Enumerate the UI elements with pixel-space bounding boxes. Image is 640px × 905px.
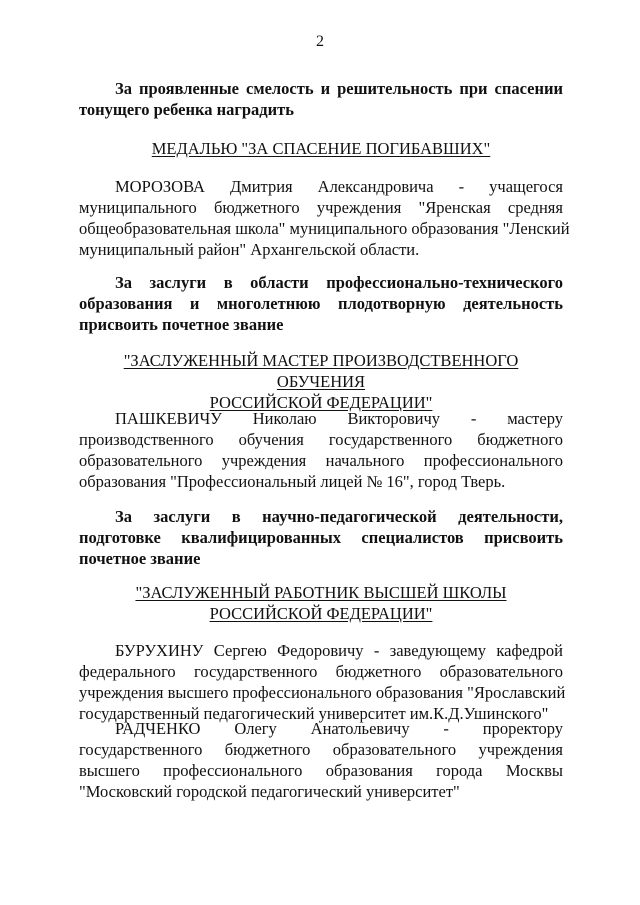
intro-line: подготовке квалифицированных специалистов присвоить bbox=[79, 528, 563, 547]
recipient-line: государственный педагогический университет им.К.Д.Ушинского" bbox=[79, 704, 549, 723]
recipient-line: государственного бюджетного образовательного учреждения bbox=[79, 740, 563, 759]
recipient-line: федерального государственного бюджетного образовательного bbox=[79, 662, 563, 681]
recipient-line: образования "Профессиональный лицей № 16", город Тверь. bbox=[79, 472, 506, 491]
award-title-line: РОССИЙСКОЙ ФЕДЕРАЦИИ" bbox=[209, 393, 433, 412]
recipient-line: муниципальный район" Архангельской области. bbox=[79, 240, 420, 259]
award-title-line: МЕДАЛЬЮ "ЗА СПАСЕНИЕ ПОГИБАВШИХ" bbox=[151, 139, 491, 158]
recipient-line: ПАШКЕВИЧУ Николаю Викторовичу - мастеру bbox=[115, 409, 563, 428]
recipient-line: РАДЧЕНКО Олегу Анатольевичу - проректору bbox=[115, 719, 563, 738]
recipient-line: МОРОЗОВА Дмитрия Александровича - учащегося bbox=[115, 177, 563, 196]
recipient-line: образовательного учреждения начального профессионального bbox=[79, 451, 563, 470]
recipient-line: "Московский городской педагогический университет" bbox=[79, 782, 460, 801]
section-3-recipient-2 bbox=[79, 718, 563, 802]
recipient-line: учреждения высшего профессионального образования "Ярославский bbox=[79, 683, 566, 702]
page-number: 2 bbox=[316, 33, 324, 50]
recipient-line: БУРУХИНУ Сергею Федоровичу - заведующему кафедрой bbox=[115, 641, 563, 660]
recipient-line: производственного обучения государственного бюджетного bbox=[79, 430, 563, 449]
intro-line: присвоить почетное звание bbox=[79, 315, 284, 334]
section-1-intro bbox=[79, 78, 563, 120]
section-3-intro bbox=[79, 506, 563, 569]
section-3-recipient-1 bbox=[79, 640, 566, 724]
intro-line: тонущего ребенка наградить bbox=[79, 100, 294, 119]
section-2-recipient-1 bbox=[79, 408, 563, 492]
section-1-award-title bbox=[79, 138, 563, 159]
intro-line: За проявленные смелость и решительность при спасении bbox=[115, 79, 563, 98]
section-2-award-title bbox=[79, 350, 563, 413]
intro-line: За заслуги в области профессионально-технического bbox=[115, 273, 563, 292]
section-2-intro bbox=[79, 272, 563, 335]
section-1-recipient-1 bbox=[79, 176, 570, 260]
section-3-award-title bbox=[79, 582, 563, 624]
recipient-line: муниципального бюджетного учреждения "Яренская средняя bbox=[79, 198, 563, 217]
award-title-line: РОССИЙСКОЙ ФЕДЕРАЦИИ" bbox=[209, 604, 433, 623]
award-title-line: "ЗАСЛУЖЕННЫЙ МАСТЕР ПРОИЗВОДСТВЕННОГО ОБУЧЕНИЯ bbox=[123, 351, 519, 391]
intro-line: За заслуги в научно-педагогической деятельности, bbox=[115, 507, 563, 526]
intro-line: почетное звание bbox=[79, 549, 201, 568]
intro-line: образования и многолетнюю плодотворную деятельность bbox=[79, 294, 563, 313]
award-title-line: "ЗАСЛУЖЕННЫЙ РАБОТНИК ВЫСШЕЙ ШКОЛЫ bbox=[135, 583, 507, 602]
recipient-line: высшего профессионального образования города Москвы bbox=[79, 761, 563, 780]
recipient-line: общеобразовательная школа" муниципального образования "Ленский bbox=[79, 219, 570, 238]
